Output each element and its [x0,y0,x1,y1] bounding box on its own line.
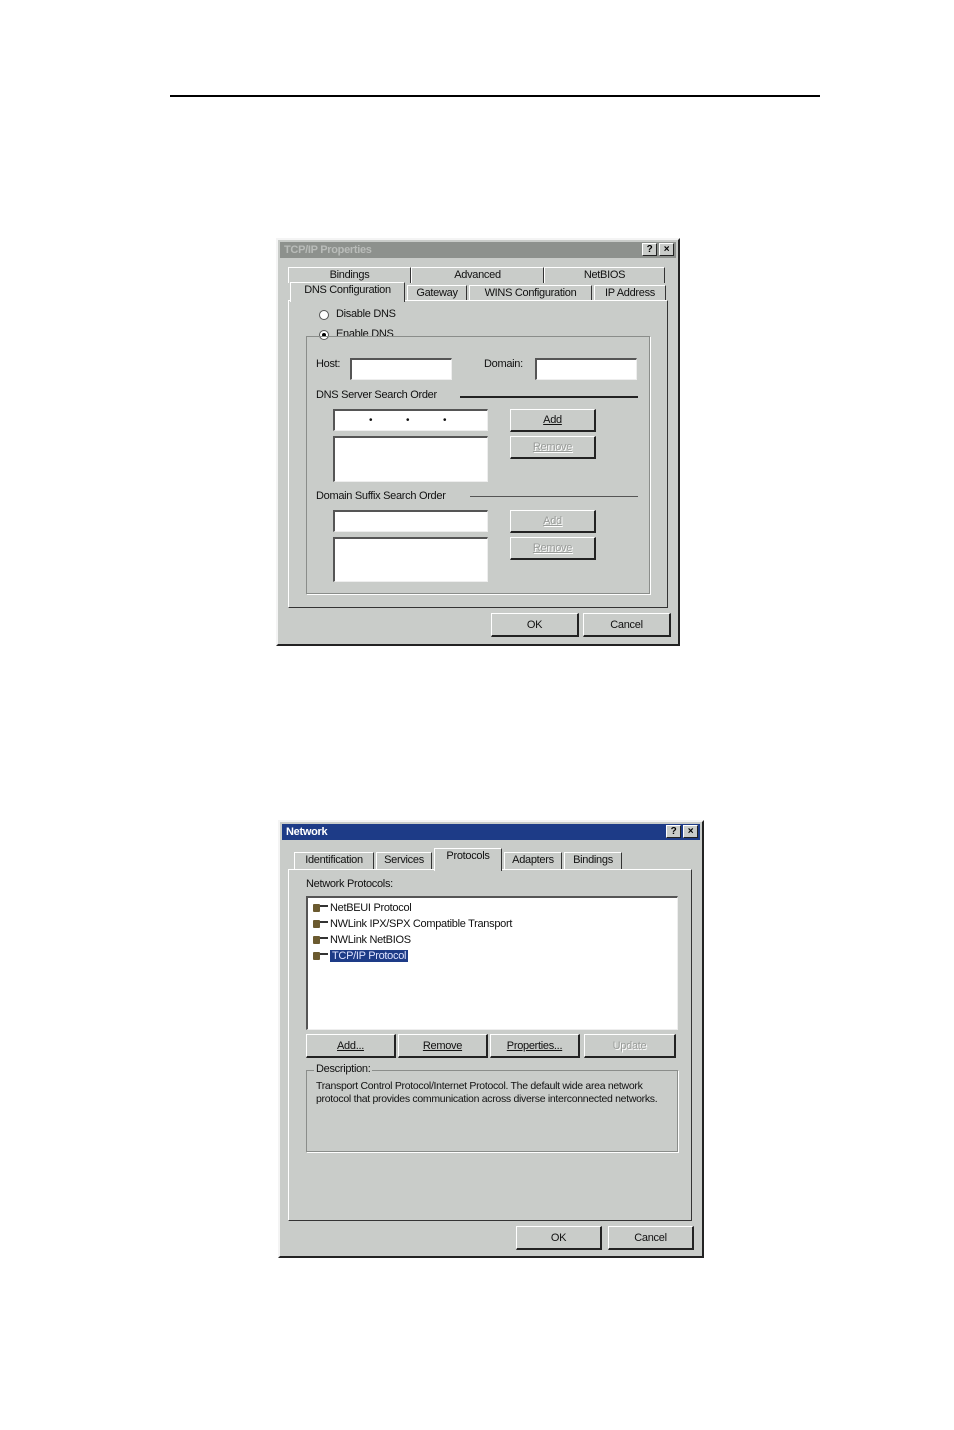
disable-dns-label: Disable DNS [336,308,396,320]
description-text: Transport Control Protocol/Internet Protocol. The default wide area network protocol that provides communication across diverse interconnected networks. [316,1080,658,1105]
dns-server-separator [460,396,638,398]
tab-bindings[interactable]: Bindings [564,852,622,869]
domain-suffix-remove-button[interactable]: Remove [510,537,596,560]
network-protocol-icon [312,918,328,930]
tcpip-title: TCP/IP Properties [284,244,372,256]
tab-bindings[interactable]: Bindings [288,267,411,283]
domain-suffix-search-order-label: Domain Suffix Search Order [316,490,446,502]
tab-wins-configuration[interactable]: WINS Configuration [469,285,592,300]
close-button[interactable] [683,825,698,838]
domain-suffix-add-button[interactable]: Add [510,510,596,533]
domain-suffix-separator [470,496,638,497]
domain-suffix-input[interactable] [333,510,488,532]
disable-dns-radio[interactable] [319,310,329,320]
tab-identification[interactable]: Identification [294,852,374,869]
network-title-bar[interactable] [282,824,700,840]
dns-server-search-order-label: DNS Server Search Order [316,389,437,401]
tcpip-title-bar[interactable] [280,242,676,258]
tab-dns-configuration[interactable]: DNS Configuration [290,282,405,302]
network-title: Network [286,826,328,838]
dns-server-add-button[interactable]: Add [510,409,596,432]
enable-dns-label: Enable DNS [336,328,394,340]
close-button[interactable] [659,243,674,256]
cancel-button[interactable]: Cancel [583,613,671,637]
network-protocols-label: Network Protocols: [306,878,393,890]
ok-button[interactable]: OK [516,1226,602,1250]
list-item[interactable]: NWLink IPX/SPX Compatible Transport [312,916,512,931]
tab-protocols[interactable]: Protocols [434,848,502,871]
domain-input[interactable] [535,358,637,380]
add-protocol-button[interactable]: Add... [306,1034,396,1058]
page-header-rule [170,95,820,97]
help-icon: ? [670,825,677,837]
cancel-button[interactable]: Cancel [608,1226,694,1250]
domain-label: Domain: [484,358,523,370]
close-icon: × [663,243,670,255]
help-button[interactable] [666,825,681,838]
network-protocol-icon [312,950,328,962]
tab-services[interactable]: Services [376,852,432,869]
description-label: Description: [316,1063,371,1075]
dns-server-remove-button[interactable]: Remove [510,436,596,459]
remove-protocol-button[interactable]: Remove [398,1034,488,1058]
help-icon: ? [646,243,653,255]
help-button[interactable] [642,243,657,256]
host-input[interactable] [350,358,452,380]
dns-server-ip-input[interactable]: • • • [333,409,488,431]
close-icon: × [687,825,694,837]
network-protocol-icon [312,934,328,946]
list-item[interactable]: NWLink NetBIOS [312,932,411,947]
properties-button[interactable]: Properties... [490,1034,580,1058]
tcpip-properties-dialog [276,238,680,646]
tab-gateway[interactable]: Gateway [407,285,467,300]
ok-button[interactable]: OK [491,613,579,637]
list-item[interactable]: NetBEUI Protocol [312,900,411,915]
update-button[interactable]: Update [584,1034,676,1058]
network-dialog [278,820,704,1258]
tab-adapters[interactable]: Adapters [504,852,562,869]
tab-ip-address[interactable]: IP Address [594,285,666,300]
network-protocol-icon [312,902,328,914]
network-protocols-list[interactable] [306,896,678,1030]
domain-suffix-list[interactable] [333,537,488,582]
tab-netbios[interactable]: NetBIOS [544,267,665,283]
dns-server-list[interactable] [333,436,488,482]
host-label: Host: [316,358,341,370]
list-item-selected[interactable]: TCP/IP Protocol [312,948,408,963]
tab-advanced[interactable]: Advanced [411,267,544,283]
